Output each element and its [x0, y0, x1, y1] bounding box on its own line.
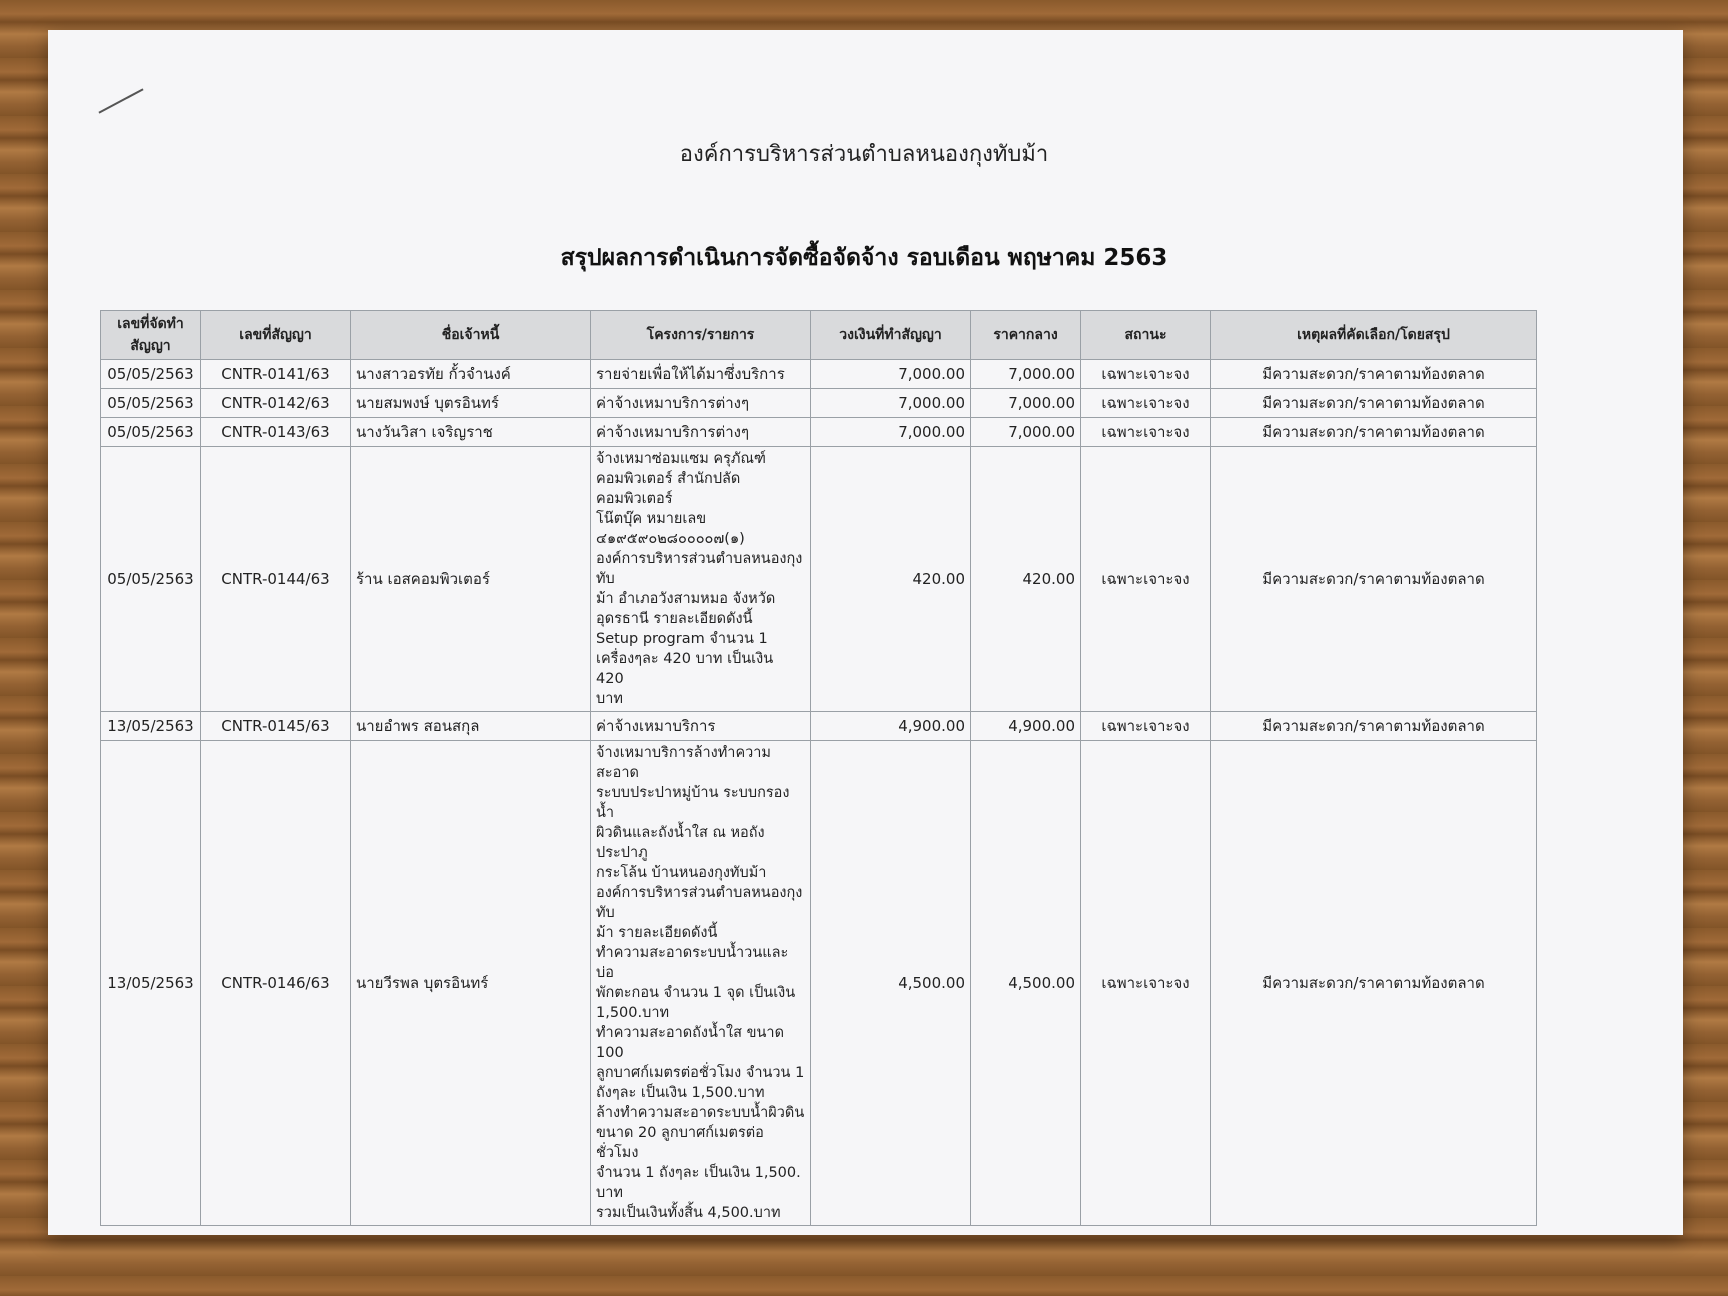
col-header-item: โครงการ/รายการ	[591, 311, 811, 360]
cell-status: เฉพาะเจาะจง	[1081, 389, 1211, 418]
cell-median: 4,900.00	[971, 712, 1081, 741]
col-header-median: ราคากลาง	[971, 311, 1081, 360]
document-title: สรุปผลการดำเนินการจัดซื้อจัดจ้าง รอบเดือน พฤษาคม 2563	[560, 245, 1168, 271]
cell-contract: CNTR-0144/63	[201, 447, 351, 712]
table-row	[101, 447, 1537, 712]
cell-vendor: นางวันวิสา เจริญราช	[351, 418, 591, 447]
cell-item: จ้างเหมาซ่อมแซม ครุภัณฑ์ คอมพิวเตอร์ สำนักปลัด คอมพิวเตอร์ โน๊ตบุ๊ค หมายเลข ๔๑๙๕๙๐๒๘๐๐๐๐๗(๑) องค์การบริหารส่วนตำบลหนองกุงทับ ม้า อำเภอวังสามหมอ จังหวัด อุดรธานี รายละเอียดดังนี้ Setup program จำนวน 1 เครื่องๆละ 420 บาท เป็นเงิน 420 บาท	[591, 447, 811, 712]
cell-item: ค่าจ้างเหมาบริการ	[591, 712, 811, 741]
cell-amount: 420.00	[811, 447, 971, 712]
cell-vendor: นายอำพร สอนสกุล	[351, 712, 591, 741]
cell-amount: 7,000.00	[811, 389, 971, 418]
cell-vendor: นายวีรพล บุตรอินทร์	[351, 741, 591, 1226]
table-row	[101, 360, 1537, 389]
cell-amount: 7,000.00	[811, 360, 971, 389]
cell-date: 05/05/2563	[101, 447, 201, 712]
table-row	[101, 712, 1537, 741]
cell-vendor: นายสมพงษ์ บุตรอินทร์	[351, 389, 591, 418]
table-row	[101, 389, 1537, 418]
cell-reason: มีความสะดวก/ราคาตามท้องตลาด	[1211, 418, 1537, 447]
cell-median: 7,000.00	[971, 418, 1081, 447]
table-header-row	[101, 311, 1537, 360]
cell-date: 05/05/2563	[101, 418, 201, 447]
cell-reason: มีความสะดวก/ราคาตามท้องตลาด	[1211, 712, 1537, 741]
procurement-table	[100, 310, 1537, 1226]
cell-status: เฉพาะเจาะจง	[1081, 447, 1211, 712]
col-header-contract: เลขที่สัญญา	[201, 311, 351, 360]
cell-date: 05/05/2563	[101, 389, 201, 418]
cell-contract: CNTR-0141/63	[201, 360, 351, 389]
cell-status: เฉพาะเจาะจง	[1081, 418, 1211, 447]
col-header-vendor: ชื่อเจ้าหนี้	[351, 311, 591, 360]
cell-median: 7,000.00	[971, 360, 1081, 389]
cell-reason: มีความสะดวก/ราคาตามท้องตลาด	[1211, 389, 1537, 418]
col-header-reason: เหตุผลที่คัดเลือก/โดยสรุป	[1211, 311, 1537, 360]
cell-item: รายจ่ายเพื่อให้ได้มาซึ่งบริการ	[591, 360, 811, 389]
cell-vendor: ร้าน เอสคอมพิวเตอร์	[351, 447, 591, 712]
cell-amount: 4,900.00	[811, 712, 971, 741]
cell-date: 13/05/2563	[101, 741, 201, 1226]
cell-reason: มีความสะดวก/ราคาตามท้องตลาด	[1211, 447, 1537, 712]
cell-vendor: นางสาวอรทัย กั้วจำนงค์	[351, 360, 591, 389]
cell-contract: CNTR-0142/63	[201, 389, 351, 418]
cell-amount: 7,000.00	[811, 418, 971, 447]
cell-amount: 4,500.00	[811, 741, 971, 1226]
table-row	[101, 418, 1537, 447]
table-row	[101, 741, 1537, 1226]
cell-date: 05/05/2563	[101, 360, 201, 389]
col-header-date: เลขที่จัดทำสัญญา	[101, 311, 201, 360]
cell-reason: มีความสะดวก/ราคาตามท้องตลาด	[1211, 360, 1537, 389]
cell-item: ค่าจ้างเหมาบริการต่างๆ	[591, 389, 811, 418]
cell-median: 7,000.00	[971, 389, 1081, 418]
cell-status: เฉพาะเจาะจง	[1081, 712, 1211, 741]
col-header-amount: วงเงินที่ทำสัญญา	[811, 311, 971, 360]
col-header-status: สถานะ	[1081, 311, 1211, 360]
organization-name: องค์การบริหารส่วนตำบลหนองกุงทับม้า	[679, 142, 1049, 167]
cell-contract: CNTR-0145/63	[201, 712, 351, 741]
cell-median: 420.00	[971, 447, 1081, 712]
cell-item: ค่าจ้างเหมาบริการต่างๆ	[591, 418, 811, 447]
cell-reason: มีความสะดวก/ราคาตามท้องตลาด	[1211, 741, 1537, 1226]
cell-item: จ้างเหมาบริการล้างทำความสะอาด ระบบประปาหมู่บ้าน ระบบกรองน้ำ ผิวดินและถังน้ำใส ณ หอถังประปาภู กระโล้น บ้านหนองกุงทับม้า องค์การบริหารส่วนตำบลหนองกุงทับ ม้า รายละเอียดดังนี้ ทำความสะอาดระบบน้ำวนและบ่อ พักตะกอน จำนวน 1 จุด เป็นเงิน 1,500.บาท ทำความสะอาดถังน้ำใส ขนาด 100 ลูกบาศก์เมตรต่อชั่วโมง จำนวน 1 ถังๆละ เป็นเงิน 1,500.บาท ล้างทำความสะอาดระบบน้ำผิวดิน ขนาด 20 ลูกบาศก์เมตรต่อชั่วโมง จำนวน 1 ถังๆละ เป็นเงิน 1,500. บาท รวมเป็นเงินทั้งสิ้น 4,500.บาท	[591, 741, 811, 1226]
cell-status: เฉพาะเจาะจง	[1081, 360, 1211, 389]
cell-status: เฉพาะเจาะจง	[1081, 741, 1211, 1226]
cell-contract: CNTR-0146/63	[201, 741, 351, 1226]
cell-date: 13/05/2563	[101, 712, 201, 741]
cell-contract: CNTR-0143/63	[201, 418, 351, 447]
cell-median: 4,500.00	[971, 741, 1081, 1226]
